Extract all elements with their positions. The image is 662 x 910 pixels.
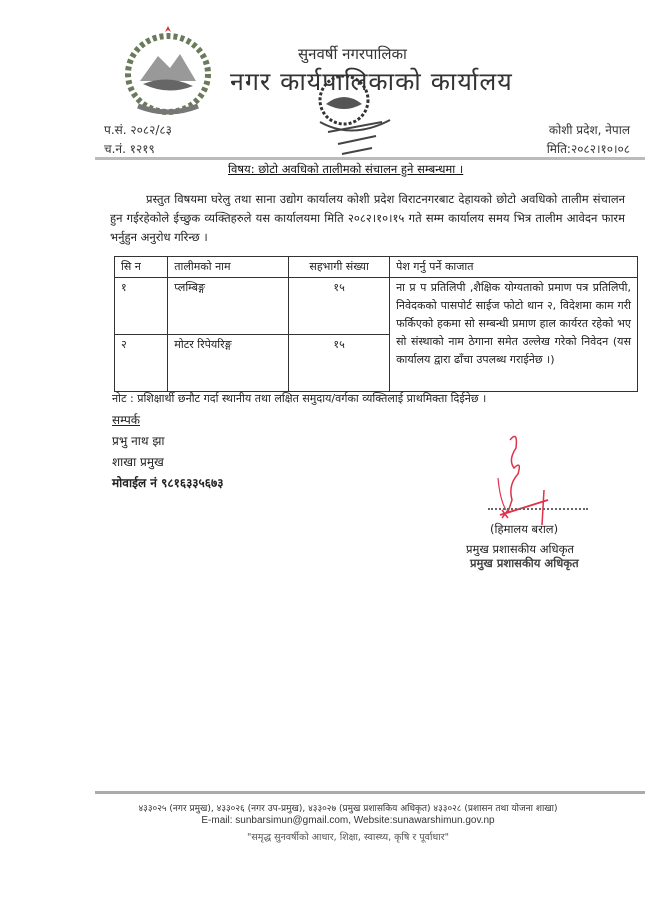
body-text: प्रस्तुत विषयमा घरेलु तथा साना उद्योग कार्यालय कोशी प्रदेश विराटनगरबाट देहायको छोटो अवधिको तालीम संचालन हुन गईरहेकोले ईच्छुक व्यक्तिहरुले यस कार्यालयमा मिति २०८२।१०।१५ गते सम्म कार्यालय समय भित्र तालीम आवेदन फारम भर्नुहुन अनुरोध गरिन्छ । (110, 192, 625, 244)
row-serial: १ (115, 278, 168, 335)
row-training-name: प्लम्बिङ्ग (168, 278, 289, 335)
footer-email-website: E-mail: sunbarsimun@gmail.com, Website:sunawarshimun.gov.np (201, 815, 495, 826)
contact-position: शाखा प्रमुख (112, 455, 164, 469)
row-participants: १५ (289, 335, 390, 392)
header-serial: सि न (115, 257, 168, 278)
signatory-post-stamp: प्रमुख प्रशासकीय अधिकृत (470, 556, 579, 570)
office-name: नगर कार्यपालिकाको कार्यालय (230, 67, 513, 96)
note-text: नोट : प्रशिक्षार्थी छनौट गर्दा स्थानीय तथा लक्षित समुदाय/वर्गका व्यक्तिलाई प्राथमिक्ता दिईनेछ । (112, 392, 487, 405)
row-participants: १५ (289, 278, 390, 335)
ref-number: प.सं. २०८२/८३ (104, 123, 172, 137)
header-participants: सहभागी संख्या (289, 257, 390, 278)
dispatch-number: च.नं. १२१९ (104, 142, 155, 156)
handwritten-signature (478, 430, 578, 525)
row-training-name: मोटर रिपेयरिङ्ग (168, 335, 289, 392)
row-serial: २ (115, 335, 168, 392)
signatory-post-block (466, 542, 579, 570)
municipality-name: सुनवर्षी नगरपालिका (298, 45, 407, 63)
address-date-block (500, 121, 630, 159)
contact-title: सम्पर्क (112, 413, 140, 427)
training-table (114, 256, 638, 392)
contact-name: प्रभु नाथ झा (112, 434, 165, 448)
table-header-row (115, 257, 638, 278)
body-paragraph (110, 190, 625, 247)
footer-motto: "समृद्ध सुनवर्षीको आधार, शिक्षा, स्वास्थ्य, कृषि र पूर्वाधार" (247, 832, 449, 843)
footer-divider (95, 791, 645, 794)
signature-line (488, 508, 588, 510)
contact-mobile: मोवाईल नं ९८१६३३५६७३ (112, 476, 224, 490)
footer-phones: ४३३०२५ (नगर प्रमुख), ४३३०२६ (नगर उप-प्रमुख), ४३३०२७ (प्रमुख प्रशासकिय अधिकृत) ४३३०२८ (प्रशासन तथा योजना शाखा) (138, 804, 558, 814)
nepal-emblem-logo (118, 26, 218, 116)
required-documents: ना प्र प प्रतिलिपी ,शैक्षिक योग्यताको प्रमाण पत्र प्रतिलिपी, निवेदकको पासपोर्ट साईज फोटो थान २, विदेशमा काम गरी फर्किएको हकमा सो सम्बन्धी प्रमाण हाल कार्यरत रहेको भए सो संस्थाको नाम ठेगाना समेत उल्लेख गरेको निवेदन (यस कार्यालय द्वारा ढाँचा उपलब्ध गराईनेछ ।) (390, 278, 638, 392)
header-training-name: तालीमको नाम (168, 257, 289, 278)
contact-block (112, 410, 224, 494)
table-row (115, 278, 638, 335)
subject-line: विषय: छोटो अवधिको तालीमको संचालन हुने सम्बन्धमा । (228, 162, 464, 176)
province: कोशी प्रदेश, नेपाल (548, 123, 630, 137)
header-documents: पेश गर्नु पर्ने काजात (390, 257, 638, 278)
signatory-name: (हिमालय बराल) (490, 522, 559, 536)
reference-block (104, 121, 172, 159)
header-divider (95, 157, 645, 160)
letter-date: मिति:२०८२।१०।०८ (546, 142, 630, 156)
signatory-post: प्रमुख प्रशासकीय अधिकृत (466, 542, 574, 556)
office-seal-stamp (302, 70, 398, 158)
